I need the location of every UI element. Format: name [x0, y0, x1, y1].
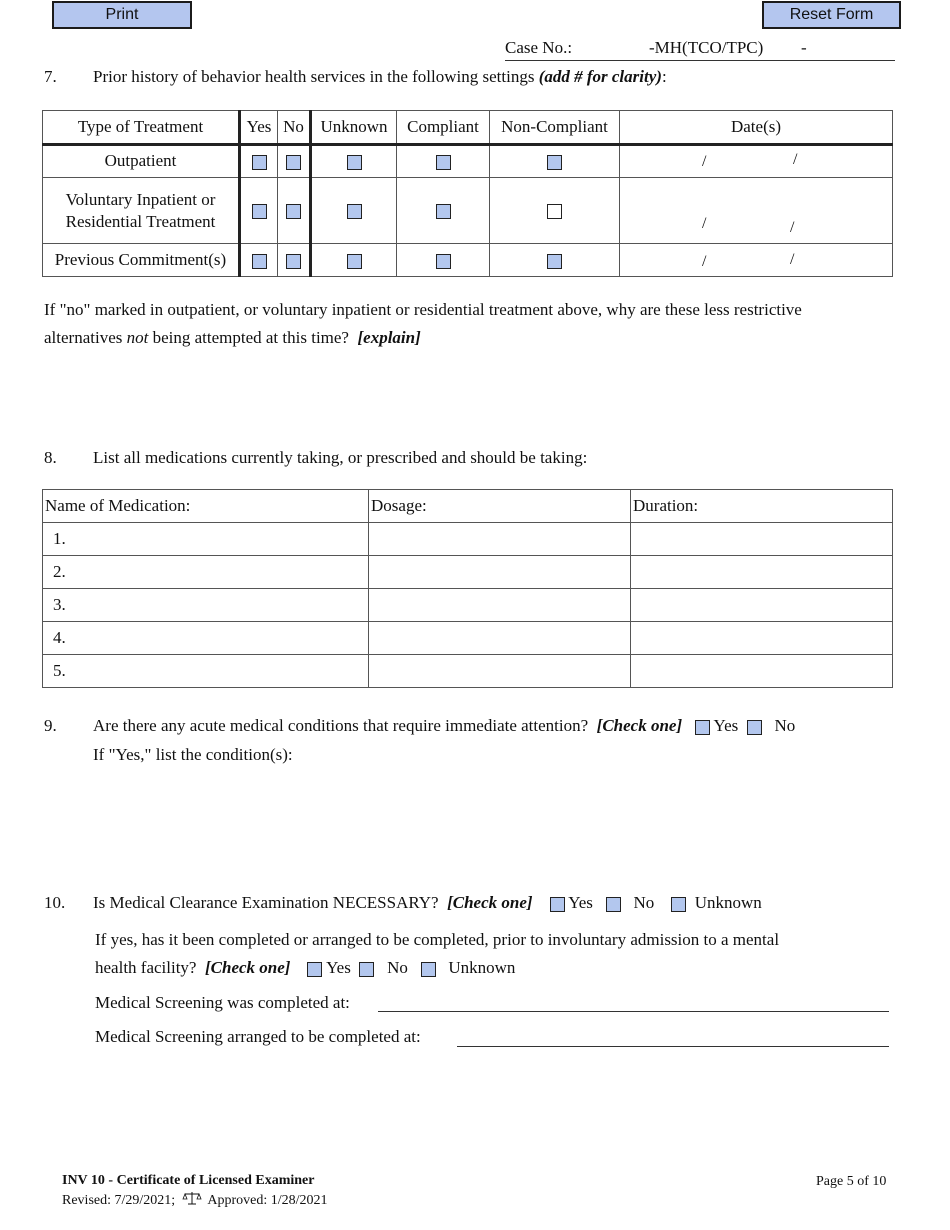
q7-note: (add # for clarity): [538, 67, 662, 86]
dosage-field[interactable]: [369, 655, 631, 688]
q7-colon: :: [661, 67, 667, 86]
header-type: Type of Treatment: [43, 111, 240, 145]
q9-check-one: [Check one]: [596, 716, 683, 735]
q10-unknown-label: Unknown: [694, 893, 762, 912]
table-row: [43, 244, 893, 277]
date-separator: /: [702, 215, 707, 232]
medication-name-field[interactable]: [43, 523, 369, 556]
table-header-row: [43, 111, 893, 145]
voluntary-noncompliant-checkbox[interactable]: [547, 204, 562, 219]
explain-tag: [explain]: [357, 328, 421, 347]
explain-paragraph: [44, 296, 904, 352]
commitment-unknown-checkbox[interactable]: [347, 254, 362, 269]
screening-completed-label: Medical Screening was completed at:: [95, 993, 350, 1012]
row-label-previous-commitments: Previous Commitment(s): [43, 244, 240, 277]
commitment-compliant-checkbox[interactable]: [436, 254, 451, 269]
q9-question: Are there any acute medical conditions that require immediate attention?: [93, 716, 589, 735]
screening-arranged-field[interactable]: [457, 1027, 889, 1047]
commitment-yes-checkbox[interactable]: [252, 254, 267, 269]
voluntary-compliant-checkbox[interactable]: [436, 204, 451, 219]
print-button[interactable]: Print: [52, 1, 192, 29]
table-header-row: [43, 490, 893, 523]
table-row: [43, 655, 893, 688]
date-separator: /: [793, 151, 798, 168]
header-unknown: Unknown: [311, 111, 397, 145]
medications-table: [42, 489, 893, 688]
header-medication: Name of Medication:: [43, 490, 369, 523]
row-number: 5.: [53, 661, 66, 680]
q10-sub1: If yes, has it been completed or arranged to be completed, prior to involuntary admission to a mental: [95, 930, 780, 949]
case-number-dash: -: [801, 38, 807, 57]
footer-page-number: Page 5 of 10: [816, 1174, 887, 1189]
q9-no-checkbox[interactable]: [747, 720, 762, 735]
row-number: 4.: [53, 628, 66, 647]
dosage-field[interactable]: [369, 556, 631, 589]
header-duration: Duration:: [631, 490, 893, 523]
medication-name-field[interactable]: [43, 589, 369, 622]
q9-yes-label: Yes: [713, 716, 739, 735]
explain-line1: If "no" marked in outpatient, or voluntary inpatient or residential treatment above, why are these less restrictive: [44, 300, 802, 319]
q10-yes-label: Yes: [568, 893, 593, 912]
case-number-field[interactable]: [505, 36, 895, 61]
date-separator: /: [702, 253, 707, 270]
date-separator: /: [702, 153, 707, 170]
outpatient-noncompliant-checkbox[interactable]: [547, 155, 562, 170]
q10-question: Is Medical Clearance Examination NECESSARY?: [93, 893, 439, 912]
table-row: [43, 556, 893, 589]
screening-arranged-label: Medical Screening arranged to be completed at:: [95, 1027, 421, 1046]
treatment-history-table: [42, 110, 893, 277]
voluntary-yes-checkbox[interactable]: [252, 204, 267, 219]
header-yes: Yes: [240, 111, 278, 145]
q10-sub-unknown-checkbox[interactable]: [421, 962, 436, 977]
footer-form-title: INV 10 - Certificate of Licensed Examiner: [62, 1173, 315, 1188]
q9-line2: If "Yes," list the condition(s):: [93, 745, 293, 764]
outpatient-compliant-checkbox[interactable]: [436, 155, 451, 170]
q8-text: List all medications currently taking, or prescribed and should be taking:: [93, 448, 588, 467]
header-dosage: Dosage:: [369, 490, 631, 523]
duration-field[interactable]: [631, 589, 893, 622]
header-dates: Date(s): [620, 111, 893, 145]
dosage-field[interactable]: [369, 523, 631, 556]
row-label-voluntary-line2: Residential Treatment: [65, 211, 216, 231]
q9-yes-checkbox[interactable]: [695, 720, 710, 735]
q10-yes-checkbox[interactable]: [550, 897, 565, 912]
footer-approved: Approved: 1/28/2021: [207, 1193, 328, 1208]
footer-revised: Revised: 7/29/2021;: [62, 1193, 176, 1208]
row-label-voluntary-line1: Voluntary Inpatient or: [65, 189, 216, 209]
q9-no-label: No: [774, 716, 796, 735]
table-row: [43, 523, 893, 556]
q10-no-label: No: [633, 893, 655, 912]
medication-name-field[interactable]: [43, 655, 369, 688]
q10-sub-yes-label: Yes: [326, 958, 351, 977]
q10-sub-unknown-label: Unknown: [448, 958, 516, 977]
q7-text: [93, 67, 667, 87]
explain-text-a: alternatives: [44, 328, 127, 347]
row-number: 1.: [53, 529, 66, 548]
outpatient-yes-checkbox[interactable]: [252, 155, 267, 170]
dosage-field[interactable]: [369, 589, 631, 622]
table-row: [43, 145, 893, 178]
header-non-compliant: Non-Compliant: [490, 111, 620, 145]
date-separator: /: [790, 251, 795, 268]
q10-unknown-checkbox[interactable]: [671, 897, 686, 912]
q10-sub-check-one: [Check one]: [204, 958, 291, 977]
q10-sub-no-label: No: [387, 958, 408, 977]
explain-text-c: being attempted at this time?: [148, 328, 349, 347]
voluntary-dates-field[interactable]: [620, 178, 893, 244]
duration-field[interactable]: [631, 556, 893, 589]
voluntary-unknown-checkbox[interactable]: [347, 204, 362, 219]
row-number: 2.: [53, 562, 66, 581]
explain-line2: [44, 324, 904, 352]
q10-line1: [93, 893, 762, 913]
q10-sub2-line: [95, 958, 515, 978]
row-label-voluntary: [43, 178, 240, 244]
row-label-outpatient: Outpatient: [43, 145, 240, 178]
duration-field[interactable]: [631, 655, 893, 688]
q10-sub2: health facility?: [95, 958, 197, 977]
duration-field[interactable]: [631, 622, 893, 655]
medication-name-field[interactable]: [43, 622, 369, 655]
row-number: 3.: [53, 595, 66, 614]
outpatient-no-checkbox[interactable]: [286, 155, 301, 170]
case-number-label: Case No.:: [505, 38, 573, 57]
screening-completed-field[interactable]: [378, 992, 889, 1012]
header-compliant: Compliant: [397, 111, 490, 145]
table-row: [43, 178, 893, 244]
date-separator: /: [790, 219, 795, 236]
table-row: [43, 622, 893, 655]
outpatient-dates-field[interactable]: [620, 145, 893, 178]
dosage-field[interactable]: [369, 622, 631, 655]
commitment-no-checkbox[interactable]: [286, 254, 301, 269]
q10-no-checkbox[interactable]: [606, 897, 621, 912]
outpatient-unknown-checkbox[interactable]: [347, 155, 362, 170]
medication-name-field[interactable]: [43, 556, 369, 589]
q10-number: 10.: [44, 893, 66, 912]
q10-check-one: [Check one]: [447, 893, 533, 912]
case-number-suffix: -MH(TCO/TPC): [649, 38, 764, 57]
commitment-dates-field[interactable]: [620, 244, 893, 277]
q7-question: Prior history of behavior health services in the following settings: [93, 67, 535, 86]
q9-line1: [93, 716, 795, 736]
duration-field[interactable]: [631, 523, 893, 556]
footer-revision: [62, 1191, 328, 1209]
q10-sub-no-checkbox[interactable]: [359, 962, 374, 977]
commitment-noncompliant-checkbox[interactable]: [547, 254, 562, 269]
table-row: [43, 589, 893, 622]
explain-text-not: not: [126, 328, 149, 347]
explain-text-area[interactable]: [44, 356, 894, 436]
q7-number: 7.: [44, 67, 57, 86]
q9-number: 9.: [44, 716, 57, 735]
header-no: No: [278, 111, 311, 145]
voluntary-no-checkbox[interactable]: [286, 204, 301, 219]
q10-sub-yes-checkbox[interactable]: [307, 962, 322, 977]
q9-conditions-field[interactable]: [93, 772, 893, 872]
q8-number: 8.: [44, 448, 57, 467]
scales-icon: [182, 1191, 202, 1205]
reset-form-button[interactable]: Reset Form: [762, 1, 901, 29]
